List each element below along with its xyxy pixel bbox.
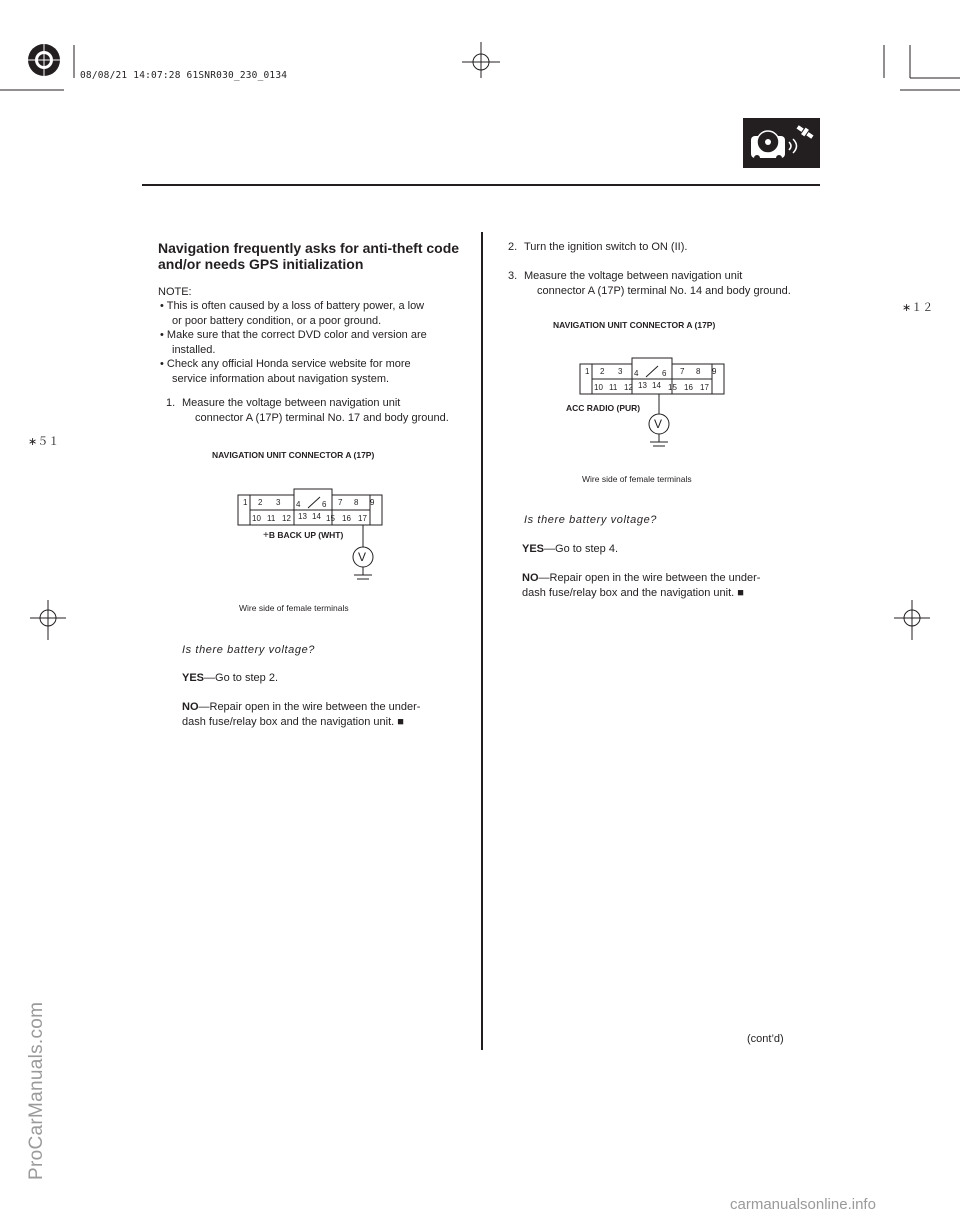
svg-text:V: V bbox=[654, 417, 663, 431]
end-mark-icon: ■ bbox=[397, 715, 404, 728]
plus-marker: + bbox=[263, 530, 269, 541]
diagram-caption: Wire side of female terminals bbox=[239, 603, 349, 613]
step-2: 2. Turn the ignition switch to ON (II). bbox=[508, 241, 688, 253]
pin-label: 15 bbox=[668, 383, 677, 392]
pin-label: 6 bbox=[662, 369, 667, 378]
pin-label: 10 bbox=[594, 383, 603, 392]
pin-label: 8 bbox=[354, 498, 359, 507]
header-rule bbox=[142, 184, 820, 186]
answer-yes: YES—Go to step 2. bbox=[182, 672, 278, 684]
continued-label: (cont’d) bbox=[747, 1033, 784, 1045]
pin-label: 7 bbox=[338, 498, 343, 507]
pin-label: 12 bbox=[282, 514, 291, 523]
end-mark-icon: ■ bbox=[737, 586, 744, 599]
answer-yes: YES—Go to step 4. bbox=[522, 543, 618, 555]
pin-label: 12 bbox=[624, 383, 633, 392]
note-item: • This is often caused by a loss of battery power, a low or poor battery condition, or a poor ground. bbox=[160, 300, 425, 327]
pin-label: 2 bbox=[258, 498, 263, 507]
navigation-disc-satellite-icon bbox=[743, 118, 820, 168]
pin-label: 9 bbox=[370, 498, 375, 507]
question: Is there battery voltage? bbox=[524, 514, 658, 526]
pin-label: 14 bbox=[652, 381, 661, 390]
pin-label: 17 bbox=[700, 383, 709, 392]
connector-title: NAVIGATION UNIT CONNECTOR A (17P) bbox=[212, 450, 375, 460]
pin-label: 11 bbox=[267, 514, 276, 523]
watermark-left: ProCarManuals.com bbox=[26, 1001, 47, 1180]
pin-label: 10 bbox=[252, 514, 261, 523]
wire-label: +B BACK UP (WHT) bbox=[263, 530, 344, 541]
pin-label: 4 bbox=[634, 369, 639, 378]
pin-label: 8 bbox=[696, 367, 701, 376]
pin-label: 16 bbox=[684, 383, 693, 392]
connector-title: NAVIGATION UNIT CONNECTOR A (17P) bbox=[553, 320, 716, 330]
question: Is there battery voltage? bbox=[182, 644, 316, 656]
pin-label: 7 bbox=[680, 367, 685, 376]
watermark-bottom: carmanualsonline.info bbox=[730, 1196, 876, 1213]
pin-label: 2 bbox=[600, 367, 605, 376]
pin-label: 16 bbox=[342, 514, 351, 523]
pin-label: 14 bbox=[312, 512, 321, 521]
pin-label: 13 bbox=[298, 512, 307, 521]
diagram-caption: Wire side of female terminals bbox=[582, 474, 692, 484]
pin-label: 15 bbox=[326, 514, 335, 523]
answer-no: NO—Repair open in the wire between the under- dash fuse/relay box and the navigation unit. ■ bbox=[522, 572, 761, 599]
pin-label: 3 bbox=[276, 498, 281, 507]
pin-label: 1 bbox=[243, 498, 248, 507]
corner-target-icon bbox=[24, 40, 64, 80]
pin-label: 17 bbox=[358, 514, 367, 523]
note-label: NOTE: bbox=[158, 286, 192, 298]
page-title: Navigation frequently asks for anti-theft code and/or needs GPS initialization bbox=[158, 240, 460, 272]
pin-label: 6 bbox=[322, 500, 327, 509]
pin-label: 13 bbox=[638, 381, 647, 390]
column-divider bbox=[481, 232, 483, 1050]
pin-label: 4 bbox=[296, 500, 301, 509]
step-1: 1. Measure the voltage between navigation unit connector A (17P) terminal No. 17 and body ground. bbox=[166, 397, 449, 424]
note-item: • Make sure that the correct DVD color and version are installed. bbox=[160, 329, 427, 356]
pin-label: 3 bbox=[618, 367, 623, 376]
note-item: • Check any official Honda service website for more service information about navigation system. bbox=[160, 358, 411, 385]
pin-label: 1 bbox=[585, 367, 590, 376]
page-marker-left: ∗５１ bbox=[28, 435, 60, 448]
answer-no: NO—Repair open in the wire between the under- dash fuse/relay box and the navigation unit. ■ bbox=[182, 701, 421, 728]
svg-text:V: V bbox=[358, 550, 367, 564]
pin-label: 11 bbox=[609, 383, 618, 392]
wire-label: ACC RADIO (PUR) bbox=[566, 403, 641, 413]
print-stamp: 08/08/21 14:07:28 61SNR030_230_0134 bbox=[80, 70, 288, 81]
step-3: 3. Measure the voltage between navigation unit connector A (17P) terminal No. 14 and body ground. bbox=[508, 270, 791, 297]
pin-label: 9 bbox=[712, 367, 717, 376]
page-marker-right: ∗１２ bbox=[902, 301, 934, 314]
